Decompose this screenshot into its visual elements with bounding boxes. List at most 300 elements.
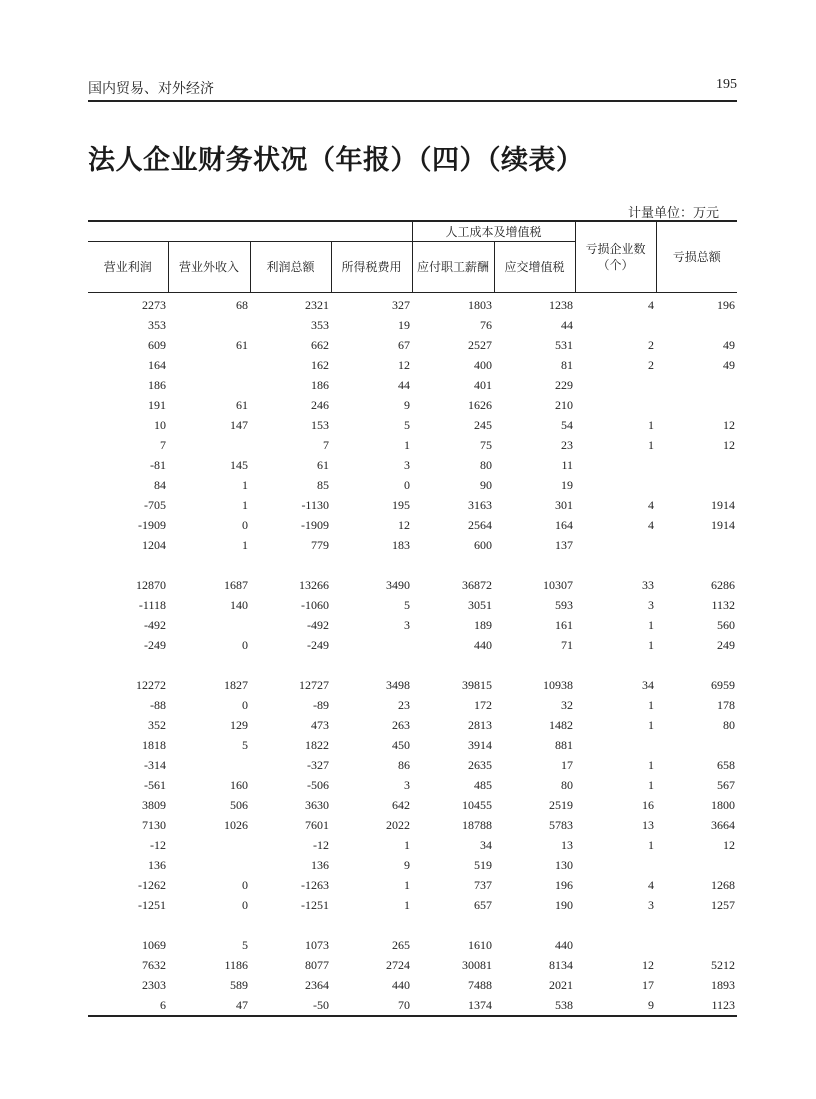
table-cell: 1 bbox=[404, 877, 410, 892]
table-cell: 32 bbox=[561, 697, 574, 712]
table-cell: 19 bbox=[561, 477, 574, 492]
table-cell: 440 bbox=[555, 937, 574, 952]
table-cell: -1130 bbox=[301, 497, 329, 512]
table-cell: 12 bbox=[398, 357, 410, 372]
table-cell: 178 bbox=[717, 697, 736, 712]
table-cell: 6286 bbox=[711, 577, 736, 592]
table-cell: 186 bbox=[148, 377, 166, 392]
table-cell: 450 bbox=[392, 737, 410, 752]
table-cell: 2 bbox=[648, 357, 655, 372]
table-cell: 4 bbox=[648, 297, 655, 312]
table-header bbox=[88, 221, 737, 293]
table-cell: 12 bbox=[398, 517, 410, 532]
table-cell: 13 bbox=[561, 837, 574, 852]
table-cell: 1626 bbox=[468, 397, 492, 412]
table-cell bbox=[575, 475, 656, 495]
table-cell: 17 bbox=[642, 977, 655, 992]
table-cell: 3 bbox=[404, 457, 410, 472]
table-cell: 1482 bbox=[549, 717, 574, 732]
table-cell: 1073 bbox=[305, 937, 329, 952]
table-cell: 2303 bbox=[142, 977, 166, 992]
table-cell: 1 bbox=[648, 777, 655, 792]
table-row bbox=[88, 515, 737, 535]
header-loss-count-line1: 亏损企业数 bbox=[585, 242, 646, 256]
table-cell: 0 bbox=[404, 477, 410, 492]
table-row bbox=[88, 293, 737, 316]
table-cell: 473 bbox=[311, 717, 329, 732]
table-cell bbox=[575, 455, 656, 475]
table-cell: 13 bbox=[642, 817, 655, 832]
table-cell: 86 bbox=[398, 757, 410, 772]
table-cell bbox=[656, 475, 737, 495]
table-cell: 2519 bbox=[549, 797, 574, 812]
table-cell: -1909 bbox=[301, 517, 329, 532]
table-cell: 1914 bbox=[711, 497, 736, 512]
table-cell: 0 bbox=[242, 877, 248, 892]
table-row bbox=[88, 695, 737, 715]
table-row bbox=[88, 875, 737, 895]
header-total-profit: 利润总额 bbox=[250, 242, 331, 293]
table-cell: 1800 bbox=[711, 797, 736, 812]
table-cell bbox=[656, 735, 737, 755]
spacer-row bbox=[88, 555, 737, 575]
table-cell: 642 bbox=[392, 797, 410, 812]
table-cell: 1026 bbox=[224, 817, 248, 832]
table-cell bbox=[168, 855, 250, 875]
table-cell: 2527 bbox=[468, 337, 492, 352]
table-cell: 5 bbox=[242, 937, 248, 952]
section-title: 国内贸易、对外经济 bbox=[88, 81, 214, 97]
table-cell: 3 bbox=[404, 777, 410, 792]
table-cell: 81 bbox=[561, 357, 574, 372]
table-cell bbox=[331, 635, 412, 655]
table-cell: 2364 bbox=[305, 977, 329, 992]
table-cell: -1251 bbox=[138, 897, 166, 912]
table-cell: 71 bbox=[561, 637, 574, 652]
table-cell: 3914 bbox=[468, 737, 492, 752]
table-cell: 70 bbox=[398, 997, 410, 1012]
table-cell: 44 bbox=[398, 377, 410, 392]
header-loss-count bbox=[575, 221, 656, 293]
table-row bbox=[88, 635, 737, 655]
table-cell: 2 bbox=[648, 337, 655, 352]
table-cell: -1909 bbox=[138, 517, 166, 532]
table-cell: 30081 bbox=[462, 957, 492, 972]
table-cell: 13266 bbox=[299, 577, 329, 592]
table-cell: 49 bbox=[723, 357, 736, 372]
table-cell: -1251 bbox=[301, 897, 329, 912]
table-cell bbox=[656, 395, 737, 415]
table-cell: 519 bbox=[474, 857, 492, 872]
table-cell: 12272 bbox=[136, 677, 166, 692]
table-cell: 18788 bbox=[462, 817, 492, 832]
table-cell: 3 bbox=[404, 617, 410, 632]
table-cell: 140 bbox=[230, 597, 248, 612]
table-cell: -50 bbox=[313, 997, 329, 1012]
table-cell: 301 bbox=[555, 497, 574, 512]
table-cell bbox=[168, 355, 250, 375]
table-cell: 1069 bbox=[142, 937, 166, 952]
table-cell: 3809 bbox=[142, 797, 166, 812]
table-row bbox=[88, 395, 737, 415]
table-cell: 7 bbox=[323, 437, 329, 452]
table-cell: 12 bbox=[723, 837, 736, 852]
table-cell: 3163 bbox=[468, 497, 492, 512]
table-cell: 183 bbox=[392, 537, 410, 552]
table-cell: 1914 bbox=[711, 517, 736, 532]
table-cell: 1186 bbox=[224, 957, 248, 972]
table-cell: -1263 bbox=[301, 877, 329, 892]
table-cell: 1 bbox=[648, 697, 655, 712]
table-cell: 160 bbox=[230, 777, 248, 792]
table-cell bbox=[575, 935, 656, 955]
table-cell bbox=[656, 375, 737, 395]
header-row-top bbox=[88, 221, 737, 242]
financial-table bbox=[88, 220, 737, 1017]
header-income-tax: 所得税费用 bbox=[331, 242, 412, 293]
table-cell: 4 bbox=[648, 497, 655, 512]
table-row bbox=[88, 355, 737, 375]
table-cell: -1060 bbox=[301, 597, 329, 612]
table-cell: 7488 bbox=[468, 977, 492, 992]
table-cell bbox=[575, 375, 656, 395]
table-cell: 210 bbox=[555, 397, 574, 412]
table-cell: 12727 bbox=[299, 677, 329, 692]
table-cell: 8134 bbox=[549, 957, 574, 972]
table-cell: 1 bbox=[404, 437, 410, 452]
table-cell: 130 bbox=[555, 857, 574, 872]
table-cell: 658 bbox=[717, 757, 736, 772]
table-cell: 6 bbox=[160, 997, 166, 1012]
table-cell: 1374 bbox=[468, 997, 492, 1012]
table-cell: 33 bbox=[642, 577, 655, 592]
spacer-cell bbox=[88, 555, 737, 575]
table-cell: 2273 bbox=[142, 297, 166, 312]
table-cell: 67 bbox=[398, 337, 410, 352]
table-row bbox=[88, 775, 737, 795]
table-cell: 506 bbox=[230, 797, 248, 812]
table-cell: 1123 bbox=[711, 997, 736, 1012]
spacer-cell bbox=[88, 915, 737, 935]
table-row bbox=[88, 995, 737, 1016]
table-cell: 1 bbox=[404, 897, 410, 912]
table-cell bbox=[575, 735, 656, 755]
table-cell: 136 bbox=[311, 857, 329, 872]
table-cell: 0 bbox=[242, 897, 248, 912]
table-cell: 3664 bbox=[711, 817, 736, 832]
table-cell: -249 bbox=[144, 637, 166, 652]
table-cell: 1893 bbox=[711, 977, 736, 992]
table-cell: 153 bbox=[311, 417, 329, 432]
table-cell: 1822 bbox=[305, 737, 329, 752]
table-cell: 61 bbox=[236, 337, 248, 352]
table-cell: 881 bbox=[555, 737, 574, 752]
table-cell: 1687 bbox=[224, 577, 248, 592]
header-loss-count-line2: （个） bbox=[597, 258, 634, 272]
table-cell: 190 bbox=[555, 897, 574, 912]
unit-note: 计量单位：万元 bbox=[627, 206, 719, 221]
table-cell: 662 bbox=[311, 337, 329, 352]
table-cell: -88 bbox=[150, 697, 166, 712]
table-row bbox=[88, 675, 737, 695]
table-row bbox=[88, 835, 737, 855]
spacer-cell bbox=[88, 655, 737, 675]
table-cell: 1818 bbox=[142, 737, 166, 752]
table-cell: 327 bbox=[392, 297, 410, 312]
table-row bbox=[88, 895, 737, 915]
table-cell: 1803 bbox=[468, 297, 492, 312]
table-cell: 2021 bbox=[549, 977, 574, 992]
table-cell: 49 bbox=[723, 337, 736, 352]
table-row bbox=[88, 615, 737, 635]
table-cell: 1257 bbox=[711, 897, 736, 912]
table-cell bbox=[168, 435, 250, 455]
table-cell: 3630 bbox=[305, 797, 329, 812]
table-cell: 68 bbox=[236, 297, 248, 312]
table-cell: 1204 bbox=[142, 537, 166, 552]
table-cell: 353 bbox=[148, 317, 166, 332]
table-row bbox=[88, 955, 737, 975]
table-cell: 137 bbox=[555, 537, 574, 552]
table-cell: 84 bbox=[154, 477, 166, 492]
table-cell: 1268 bbox=[711, 877, 736, 892]
table-cell: 401 bbox=[474, 377, 492, 392]
table-cell: 10938 bbox=[543, 677, 574, 692]
table-cell bbox=[656, 855, 737, 875]
table-row bbox=[88, 575, 737, 595]
table-cell: 34 bbox=[642, 677, 655, 692]
table-cell: 162 bbox=[311, 357, 329, 372]
table-cell: 0 bbox=[242, 697, 248, 712]
table-cell: 61 bbox=[317, 457, 329, 472]
table-row bbox=[88, 335, 737, 355]
table-cell: 589 bbox=[230, 977, 248, 992]
table-cell: 80 bbox=[561, 777, 574, 792]
table-cell: 10455 bbox=[462, 797, 492, 812]
table-cell bbox=[168, 315, 250, 335]
table-row bbox=[88, 415, 737, 435]
table-cell: 11 bbox=[561, 457, 574, 472]
table-cell: 560 bbox=[717, 617, 736, 632]
table-row bbox=[88, 595, 737, 615]
table-row bbox=[88, 755, 737, 775]
table-cell: 0 bbox=[242, 637, 248, 652]
table-body bbox=[88, 293, 737, 1017]
table-cell bbox=[575, 855, 656, 875]
table-cell: 1827 bbox=[224, 677, 248, 692]
table-cell: 10 bbox=[154, 417, 166, 432]
table-cell: 245 bbox=[474, 417, 492, 432]
table-cell: 5 bbox=[404, 597, 410, 612]
table-cell bbox=[656, 315, 737, 335]
table-cell: 147 bbox=[230, 417, 248, 432]
table-cell: -1262 bbox=[138, 877, 166, 892]
table-cell: 600 bbox=[474, 537, 492, 552]
table-cell bbox=[656, 935, 737, 955]
table-cell: -506 bbox=[307, 777, 329, 792]
table-cell: 172 bbox=[474, 697, 492, 712]
header-payroll-payable: 应付职工薪酬 bbox=[412, 242, 494, 293]
table-cell bbox=[656, 455, 737, 475]
table-row bbox=[88, 535, 737, 555]
table-cell: 2813 bbox=[468, 717, 492, 732]
table-cell: 5783 bbox=[549, 817, 574, 832]
table-cell: 3 bbox=[648, 897, 655, 912]
table-cell: 779 bbox=[311, 537, 329, 552]
table-cell: 186 bbox=[311, 377, 329, 392]
table-cell: 85 bbox=[317, 477, 329, 492]
table-cell bbox=[575, 535, 656, 555]
table-cell: 54 bbox=[561, 417, 574, 432]
table-cell: 3498 bbox=[386, 677, 410, 692]
table-cell: 440 bbox=[474, 637, 492, 652]
table-cell bbox=[656, 535, 737, 555]
table-cell: 9 bbox=[404, 857, 410, 872]
table-cell bbox=[168, 615, 250, 635]
table-cell: 19 bbox=[398, 317, 410, 332]
table-cell: 1238 bbox=[549, 297, 574, 312]
table-cell: 9 bbox=[648, 997, 655, 1012]
table-cell: 7130 bbox=[142, 817, 166, 832]
table-cell: -89 bbox=[313, 697, 329, 712]
table-cell: 1 bbox=[404, 837, 410, 852]
table-cell: 90 bbox=[480, 477, 492, 492]
table-cell: 39815 bbox=[462, 677, 492, 692]
table-cell: 538 bbox=[555, 997, 574, 1012]
table-cell: 9 bbox=[404, 397, 410, 412]
table-cell: 5 bbox=[404, 417, 410, 432]
table-cell bbox=[168, 755, 250, 775]
table-cell: 440 bbox=[392, 977, 410, 992]
table-cell: 1 bbox=[242, 537, 248, 552]
table-cell: 12 bbox=[723, 437, 736, 452]
table-cell: 737 bbox=[474, 877, 492, 892]
table-cell: 164 bbox=[555, 517, 574, 532]
table-cell: 1 bbox=[648, 637, 655, 652]
table-row bbox=[88, 735, 737, 755]
table-cell: 7632 bbox=[142, 957, 166, 972]
table-cell: 7601 bbox=[305, 817, 329, 832]
table-cell: 6959 bbox=[711, 677, 736, 692]
table-cell: 12 bbox=[642, 957, 655, 972]
table-cell: 129 bbox=[230, 717, 248, 732]
table-cell: 145 bbox=[230, 457, 248, 472]
table-cell: 1132 bbox=[711, 597, 736, 612]
table-cell: -492 bbox=[307, 617, 329, 632]
table-cell: 61 bbox=[236, 397, 248, 412]
table-cell: 0 bbox=[242, 517, 248, 532]
table-cell: 23 bbox=[561, 437, 574, 452]
table-row bbox=[88, 315, 737, 335]
table-cell: 531 bbox=[555, 337, 574, 352]
data-table bbox=[88, 220, 737, 1017]
table-cell bbox=[168, 835, 250, 855]
table-cell: 2724 bbox=[386, 957, 410, 972]
table-cell: -327 bbox=[307, 757, 329, 772]
table-cell: -81 bbox=[150, 457, 166, 472]
table-cell: 76 bbox=[480, 317, 492, 332]
table-cell: 609 bbox=[148, 337, 166, 352]
table-cell: 12 bbox=[723, 417, 736, 432]
table-row bbox=[88, 975, 737, 995]
table-cell: 593 bbox=[555, 597, 574, 612]
table-cell: 34 bbox=[480, 837, 492, 852]
table-cell: 23 bbox=[398, 697, 410, 712]
table-cell: -492 bbox=[144, 617, 166, 632]
table-cell: 161 bbox=[555, 617, 574, 632]
table-cell: 657 bbox=[474, 897, 492, 912]
table-cell: 249 bbox=[717, 637, 736, 652]
table-cell: 80 bbox=[480, 457, 492, 472]
table-cell: 1 bbox=[242, 477, 248, 492]
header-non-operating-income: 营业外收入 bbox=[168, 242, 250, 293]
table-cell: 3490 bbox=[386, 577, 410, 592]
table-cell: 16 bbox=[642, 797, 655, 812]
table-row bbox=[88, 855, 737, 875]
table-cell: 5 bbox=[242, 737, 248, 752]
table-cell: 47 bbox=[236, 997, 248, 1012]
table-cell: 2321 bbox=[305, 297, 329, 312]
table-cell: 7 bbox=[160, 437, 166, 452]
table-cell: 229 bbox=[555, 377, 574, 392]
table-cell bbox=[168, 375, 250, 395]
table-cell: 10307 bbox=[543, 577, 574, 592]
table-cell: 80 bbox=[723, 717, 736, 732]
table-cell: -12 bbox=[313, 837, 329, 852]
table-cell: 1 bbox=[648, 617, 655, 632]
table-cell: 195 bbox=[392, 497, 410, 512]
table-cell: 263 bbox=[392, 717, 410, 732]
table-cell: 567 bbox=[717, 777, 736, 792]
spacer-row bbox=[88, 655, 737, 675]
header-vat-payable: 应交增值税 bbox=[494, 242, 575, 293]
table-cell: 44 bbox=[561, 317, 574, 332]
page-title: 法人企业财务状况（年报）（四）（续表） bbox=[88, 145, 584, 176]
table-cell: 1 bbox=[648, 717, 655, 732]
table-cell: 8077 bbox=[305, 957, 329, 972]
table-cell: 12870 bbox=[136, 577, 166, 592]
table-cell: -314 bbox=[144, 757, 166, 772]
table-cell: 1 bbox=[648, 837, 655, 852]
table-cell: 36872 bbox=[462, 577, 492, 592]
table-cell: 2022 bbox=[386, 817, 410, 832]
table-row bbox=[88, 455, 737, 475]
header-blank-cell bbox=[88, 221, 412, 242]
table-row bbox=[88, 475, 737, 495]
table-cell: 3051 bbox=[468, 597, 492, 612]
page-number: 195 bbox=[716, 77, 737, 92]
table-cell: 196 bbox=[717, 297, 736, 312]
running-header bbox=[88, 76, 737, 102]
table-cell: 5212 bbox=[711, 957, 736, 972]
table-cell: 75 bbox=[480, 437, 492, 452]
table-cell: 1 bbox=[242, 497, 248, 512]
table-cell: 189 bbox=[474, 617, 492, 632]
table-row bbox=[88, 495, 737, 515]
table-cell: 246 bbox=[311, 397, 329, 412]
table-cell: 352 bbox=[148, 717, 166, 732]
table-cell: 265 bbox=[392, 937, 410, 952]
table-cell: 3 bbox=[648, 597, 655, 612]
table-cell: -705 bbox=[144, 497, 166, 512]
table-cell: 2635 bbox=[468, 757, 492, 772]
table-cell bbox=[575, 315, 656, 335]
table-cell: -249 bbox=[307, 637, 329, 652]
table-cell: -561 bbox=[144, 777, 166, 792]
table-cell: 1610 bbox=[468, 937, 492, 952]
table-cell: 353 bbox=[311, 317, 329, 332]
table-cell: 196 bbox=[555, 877, 574, 892]
